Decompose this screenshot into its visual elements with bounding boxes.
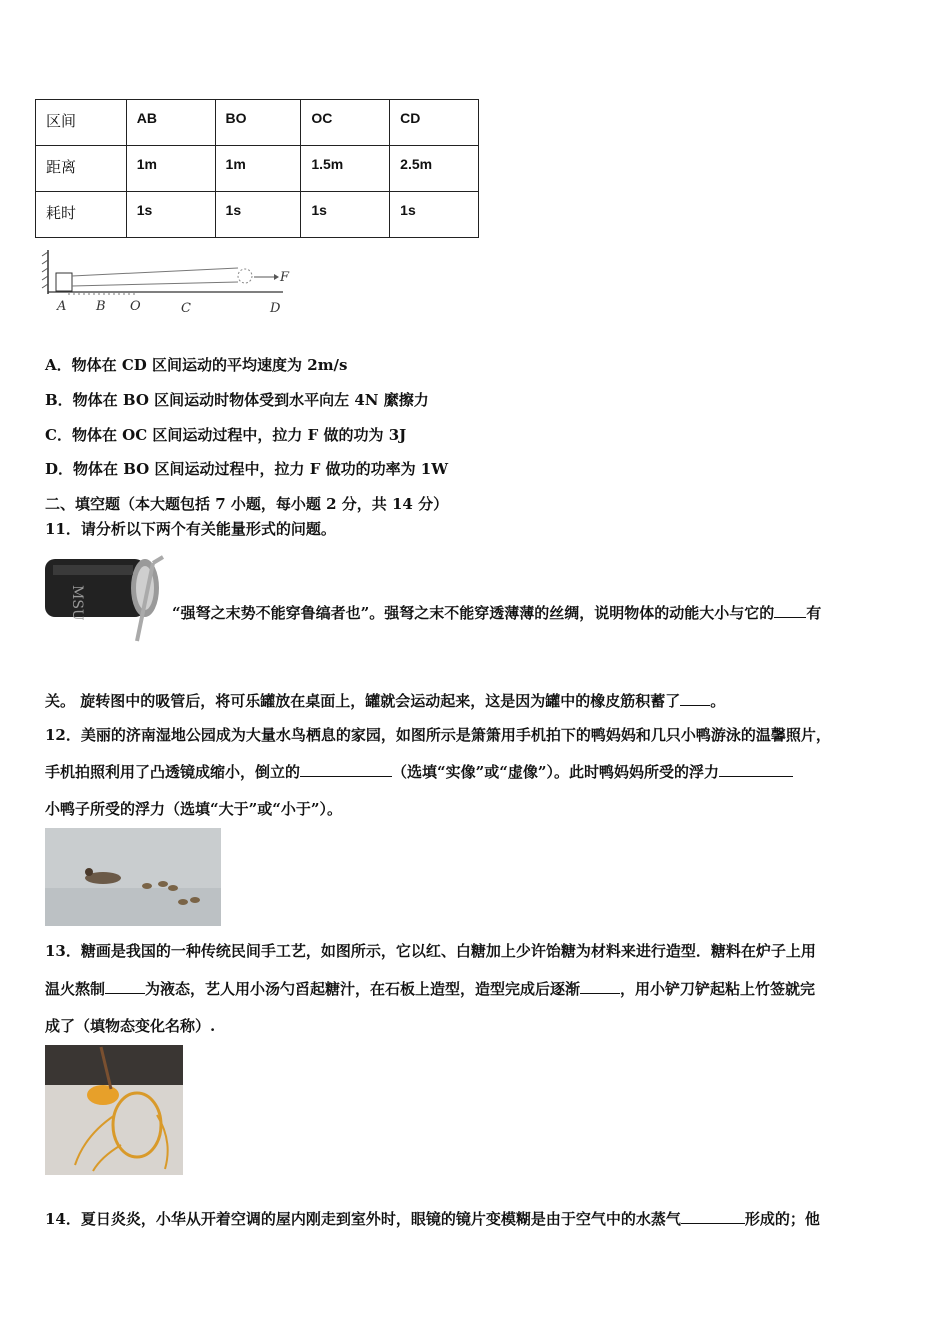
svg-text:MSU: MSU [69, 585, 85, 621]
ducks-photo [45, 828, 221, 926]
point-label: B [96, 299, 106, 314]
option-b: B．物体在 BO 区间运动时物体受到水平向左 4N 縻擦力 [45, 391, 429, 409]
question-14-text1a: 14．夏日炎炎，小华从开着空调的屋内刚走到室外时，眼镜的镜片变模糊是由于空气中的水蒸气 [45, 1210, 681, 1228]
question-12-line1: 12．美丽的济南湿地公园成为大量水鸟栖息的家园，如图所示是箫箫用手机拍下的鸭妈妈和几只小鸭游泳的温馨照片， [45, 726, 831, 744]
table-row [36, 192, 479, 238]
question-12-line2 [45, 761, 793, 782]
data-table [35, 99, 479, 238]
point-label: D [270, 301, 281, 316]
table-cell: 1s [390, 192, 479, 238]
table-row [36, 146, 479, 192]
motion-diagram [38, 248, 298, 316]
answer-blank[interactable] [105, 979, 145, 994]
question-11-line2 [45, 690, 725, 711]
point-label: C [181, 301, 191, 316]
can-photo [45, 553, 169, 645]
force-label: F [280, 270, 290, 285]
point-label: A [57, 299, 67, 314]
question-11-text1: “强弩之末势不能穿鲁缟者也”。强弩之末不能穿透薄薄的丝绸，说明物体的动能大小与它的 [172, 604, 775, 622]
question-13-line2 [45, 978, 815, 999]
question-13-text2a: 温火熬制 [45, 980, 106, 998]
question-14-text1b: 形成的；他 [744, 1210, 820, 1228]
answer-blank[interactable] [681, 1209, 745, 1224]
answer-blank[interactable] [580, 979, 620, 994]
option-c: C．物体在 OC 区间运动过程中，拉力 F 做的功为 3J [45, 426, 407, 444]
table-header-cell: AB [126, 100, 215, 146]
table-header-cell: CD [390, 100, 479, 146]
table-header-cell: OC [301, 100, 390, 146]
answer-blank[interactable] [719, 762, 793, 777]
table-cell: 1s [215, 192, 301, 238]
table-cell: 1m [215, 146, 301, 192]
table-cell: 1s [301, 192, 390, 238]
answer-blank[interactable] [680, 691, 710, 706]
table-header-cell: 区间 [36, 100, 127, 146]
option-d: D．物体在 BO 区间运动过程中，拉力 F 做功的功率为 1W [45, 460, 449, 478]
question-13-text2b: 为液态，艺人用小汤勺舀起糖汁，在石板上造型，造型完成后逐渐 [145, 980, 581, 998]
question-11-text2: 关。 旋转图中的吸管后，将可乐罐放在桌面上，罐就会运动起来，这是因为罐中的橡皮筋积蓄了 [45, 692, 681, 710]
question-12-text2b: （选填“实像”或“虚像”）。此时鸭妈妈所受的浮力 [392, 763, 720, 781]
question-12-line3: 小鸭子所受的浮力（选填“大于”或“小于”）。 [45, 800, 343, 818]
answer-blank[interactable] [774, 603, 806, 618]
question-13-text2c: ，用小铲刀铲起粘上竹签就完 [620, 980, 816, 998]
table-cell: 1s [126, 192, 215, 238]
sugar-painting-photo [45, 1045, 183, 1175]
table-cell: 距离 [36, 146, 127, 192]
question-12-text2a: 手机拍照利用了凸透镜成缩小，倒立的 [45, 763, 301, 781]
question-13-line3: 成了（填物态变化名称）. [45, 1017, 216, 1035]
question-14-line1 [45, 1208, 820, 1229]
question-11-intro: 11．请分析以下两个有关能量形式的问题。 [45, 520, 336, 538]
question-11-line1 [172, 602, 821, 623]
option-a: A．物体在 CD 区间运动的平均速度为 2m/s [45, 356, 348, 374]
table-cell: 耗时 [36, 192, 127, 238]
table-cell: 1.5m [301, 146, 390, 192]
point-label: O [130, 299, 141, 314]
table-header-cell: BO [215, 100, 301, 146]
table-cell: 2.5m [390, 146, 479, 192]
table-cell: 1m [126, 146, 215, 192]
question-11-end1: 有 [806, 604, 822, 622]
question-11-end2: 。 [710, 692, 726, 710]
section-title: 二、填空题（本大题包括 7 小题，每小题 2 分，共 14 分） [45, 495, 449, 513]
table-header-row [36, 100, 479, 146]
question-13-line1: 13．糖画是我国的一种传统民间手工艺，如图所示，它以红、白糖加上少许饴糖为材料来进行造型．糖料在炉子上用 [45, 942, 816, 960]
answer-blank[interactable] [300, 762, 392, 777]
